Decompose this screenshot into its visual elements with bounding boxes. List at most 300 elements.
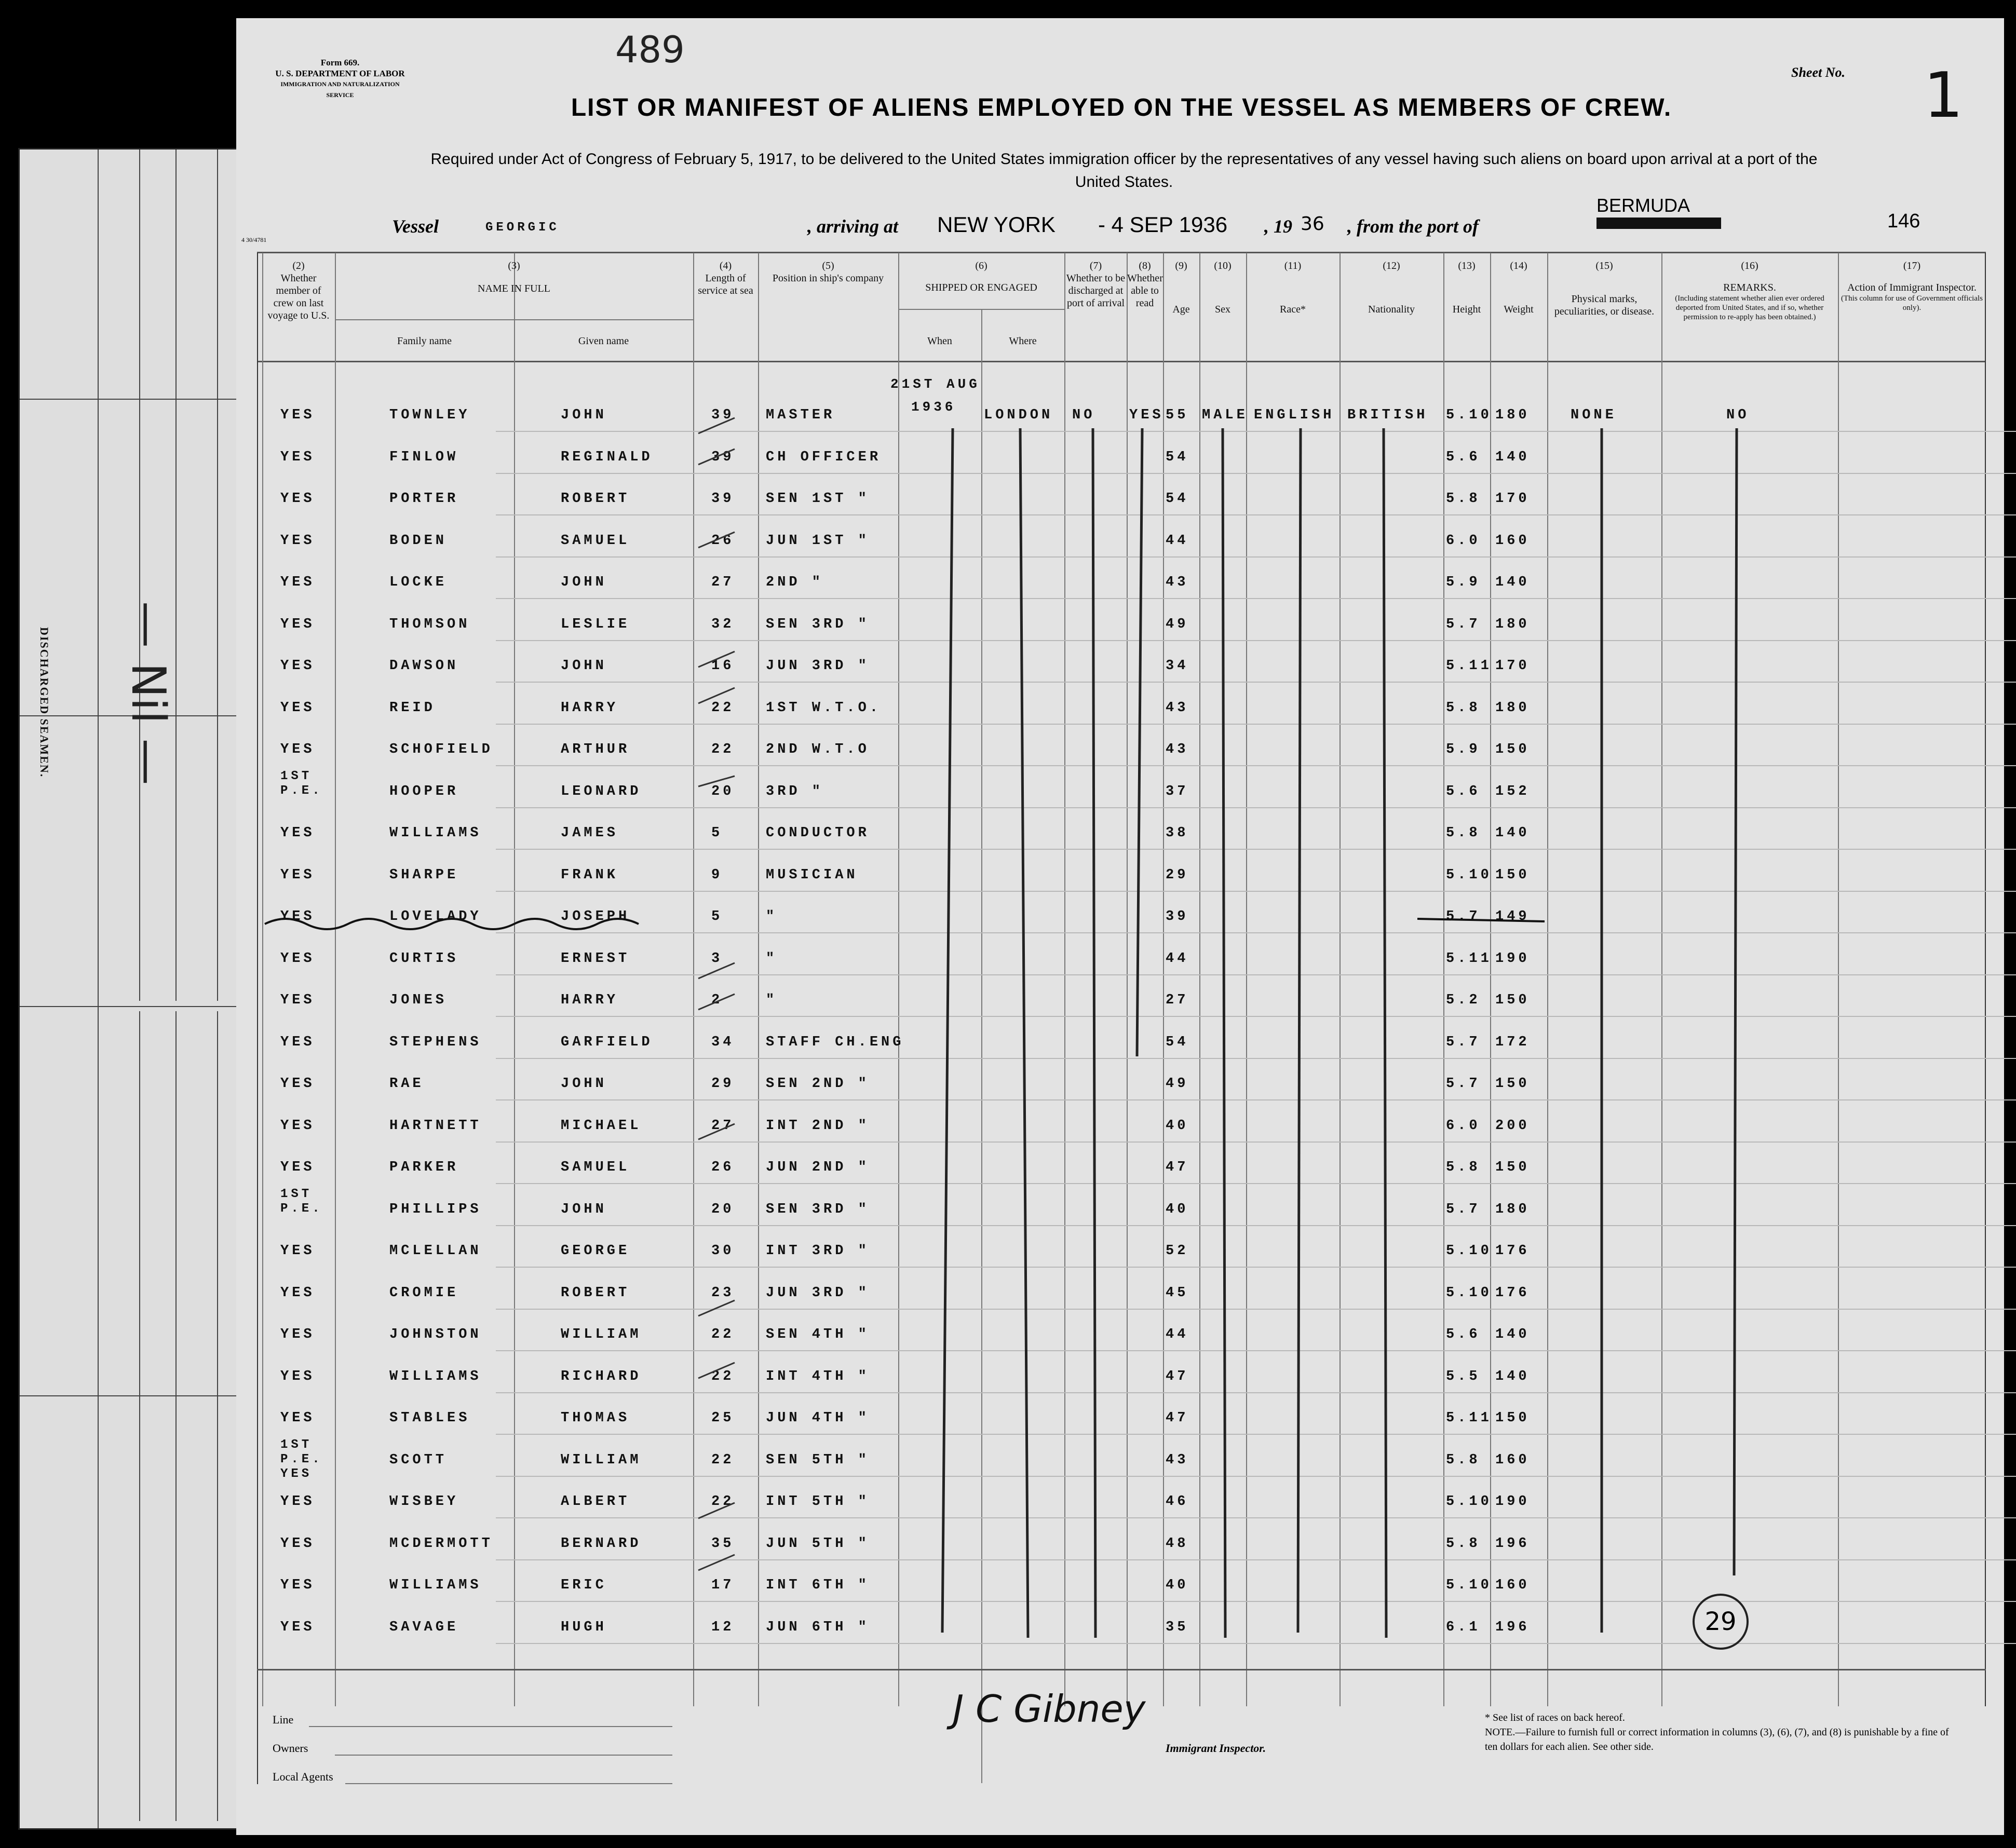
cell-crew: YES	[280, 1243, 315, 1259]
cell-given: ERNEST	[561, 950, 630, 967]
cell-family: STABLES	[389, 1410, 470, 1426]
cell-crew: YES	[280, 867, 315, 883]
cell-family: LOVELADY	[389, 909, 482, 925]
cell-position: SEN 3RD "	[766, 1201, 870, 1217]
cell-height: 5.7	[1446, 909, 1481, 925]
cell-position: SEN 5TH "	[766, 1452, 870, 1468]
cell-position: JUN 3RD "	[766, 1285, 870, 1301]
col-action-note: (This column for use of Government officials only).	[1841, 294, 1983, 312]
cell-position: 2ND W.T.O	[766, 742, 870, 757]
cell-family: CURTIS	[389, 950, 459, 967]
cell-position: INT 6TH "	[766, 1578, 870, 1593]
cell-age: 54	[1166, 491, 1189, 507]
col-height-num: (13)	[1458, 260, 1476, 271]
cell-given: JOHN	[561, 575, 607, 590]
col-weight-num: (14)	[1510, 260, 1527, 271]
cell-weight: 140	[1495, 449, 1530, 465]
cell-family: PARKER	[389, 1160, 459, 1175]
cell-crew: YES	[280, 1034, 315, 1050]
cell-age: 27	[1166, 993, 1189, 1008]
cell-crew: YES	[280, 1536, 315, 1552]
cell-service: 9	[711, 867, 723, 883]
cell-service: 22	[711, 1452, 735, 1468]
cell-weight: 176	[1495, 1243, 1530, 1259]
col-read-num: (8)	[1139, 260, 1151, 271]
year-value: 36	[1301, 213, 1324, 235]
cell-service: 25	[711, 1410, 735, 1426]
cell-age: 40	[1166, 1118, 1189, 1134]
cell-height: 5.8	[1446, 1452, 1481, 1468]
cell-weight: 196	[1495, 1536, 1530, 1552]
cell-family: MCLELLAN	[389, 1243, 482, 1259]
form-number: Form 669.	[320, 58, 360, 67]
cell-given: HARRY	[561, 993, 619, 1008]
cell-weight: 160	[1495, 1578, 1530, 1593]
col-crew-header: Whether member of crew on last voyage to U.S.	[267, 273, 330, 321]
footer-note-races: * See list of races on back hereof.	[1485, 1712, 1625, 1723]
cell-crew: YES	[280, 1578, 315, 1593]
col-race-num: (11)	[1284, 260, 1302, 271]
vessel-label: Vessel	[392, 216, 439, 237]
cell-family: BODEN	[389, 533, 448, 549]
cell-given: WILLIAM	[561, 1327, 642, 1342]
cell-service: 34	[711, 1034, 735, 1050]
reference-number: 146	[1887, 210, 1920, 232]
cell-height: 5.6	[1446, 1327, 1481, 1342]
handwritten-number: 489	[615, 29, 685, 71]
cell-given: GEORGE	[561, 1243, 630, 1259]
cell-given: LESLIE	[561, 616, 630, 632]
cell-given: SAMUEL	[561, 533, 630, 549]
cell-crew: YES	[280, 449, 315, 465]
cell-family: SHARPE	[389, 867, 459, 883]
col-remarks-num: (16)	[1741, 260, 1758, 271]
col-age-header: Age	[1172, 304, 1190, 315]
cell-position: JUN 3RD "	[766, 658, 870, 674]
form-code: 4 30/4781	[241, 236, 267, 243]
cell-service: 23	[711, 1285, 735, 1301]
col-physical-num: (15)	[1595, 260, 1613, 271]
cell-family: SAVAGE	[389, 1619, 459, 1635]
cell-service: 5	[711, 909, 723, 925]
cell-weight: 180	[1495, 1201, 1530, 1217]
cell-weight: 140	[1495, 575, 1530, 590]
cell-service: 39	[711, 407, 735, 423]
cell-family: SCOTT	[389, 1452, 448, 1468]
cell-weight: 150	[1495, 742, 1530, 757]
col-discharged-num: (7)	[1089, 260, 1102, 271]
cell-crew: YES	[280, 1410, 315, 1426]
cell-age: 44	[1166, 1327, 1189, 1342]
cell-age: 43	[1166, 742, 1189, 757]
cell-age: 44	[1166, 950, 1189, 967]
cell-age: 49	[1166, 1076, 1189, 1092]
inspector-label: Immigrant Inspector.	[1166, 1742, 1266, 1755]
cell-given: WILLIAM	[561, 1452, 642, 1468]
cell-weight: 190	[1495, 950, 1530, 967]
cell-given: MICHAEL	[561, 1118, 642, 1134]
physical-value: NONE	[1571, 407, 1617, 423]
cell-service: 39	[711, 491, 735, 507]
cell-given: HARRY	[561, 700, 619, 716]
cell-height: 5.8	[1446, 700, 1481, 716]
cell-weight: 150	[1495, 867, 1530, 883]
cell-weight: 152	[1495, 783, 1530, 799]
col-shipped-header: SHIPPED OR ENGAGED	[925, 282, 1037, 293]
col-given-header: Given name	[578, 335, 629, 347]
cell-given: REGINALD	[561, 449, 653, 465]
remarks-value: NO	[1726, 407, 1750, 423]
nationality-value: BRITISH	[1347, 407, 1428, 423]
col-remarks-header: REMARKS.	[1723, 282, 1776, 293]
cell-service: 20	[711, 783, 735, 799]
cell-position: CH OFFICER	[766, 449, 882, 465]
cell-crew: YES	[280, 993, 315, 1008]
cell-family: JONES	[389, 993, 448, 1008]
cell-age: 47	[1166, 1160, 1189, 1175]
cell-family: REID	[389, 700, 436, 716]
sheet-number: 1	[1924, 60, 1964, 132]
cell-height: 5.7	[1446, 1076, 1481, 1092]
cell-service: 17	[711, 1578, 735, 1593]
col-family-header: Family name	[397, 335, 452, 347]
cell-family: WILLIAMS	[389, 1578, 482, 1593]
cell-position: JUN 6TH "	[766, 1619, 870, 1635]
cell-height: 5.7	[1446, 1201, 1481, 1217]
cell-service: 29	[711, 1076, 735, 1092]
cell-age: 43	[1166, 575, 1189, 590]
col-name-header: NAME IN FULL	[478, 283, 550, 294]
sheet-label: Sheet No.	[1791, 65, 1845, 80]
cell-age: 38	[1166, 825, 1189, 841]
cell-weight: 180	[1495, 407, 1530, 423]
cell-given: JOHN	[561, 1076, 607, 1092]
cell-position: INT 5TH "	[766, 1494, 870, 1510]
footer-agents-label: Local Agents	[273, 1770, 333, 1783]
col-action-header: Action of Immigrant Inspector.	[1847, 282, 1977, 293]
col-remarks-note: (Including statement whether alien ever ordered deported from United States, and if so, whether permission to re-apply has been obtained.)	[1675, 294, 1824, 321]
cell-family: THOMSON	[389, 616, 470, 632]
cell-position: "	[766, 909, 778, 925]
cell-position: CONDUCTOR	[766, 825, 870, 841]
cell-weight: 176	[1495, 1285, 1530, 1301]
cell-height: 5.7	[1446, 1034, 1481, 1050]
cell-crew: 1ST P.E.	[280, 769, 323, 798]
footer-note-penalty: NOTE.—Failure to furnish full or correct information in columns (3), (6), (7), and (8) is punishable by a fine of ten dollars for each alien. See other side.	[1485, 1727, 1949, 1752]
col-age-num: (9)	[1175, 260, 1187, 271]
form-department: U. S. DEPARTMENT OF LABOR	[275, 69, 405, 78]
cell-age: 44	[1166, 533, 1189, 549]
footer-owners-label: Owners	[273, 1742, 308, 1755]
cell-crew: YES	[280, 658, 315, 674]
cell-given: ARTHUR	[561, 742, 630, 757]
cell-crew: YES	[280, 700, 315, 716]
cell-position: JUN 2ND "	[766, 1160, 870, 1175]
slip-title: DISCHARGED SEAMEN.	[38, 627, 51, 778]
cell-crew: YES	[280, 1118, 315, 1134]
cell-height: 5.5	[1446, 1368, 1481, 1384]
cell-age: 37	[1166, 783, 1189, 799]
cell-given: ROBERT	[561, 491, 630, 507]
cell-crew: YES	[280, 1285, 315, 1301]
cell-position: 1ST W.T.O.	[766, 700, 882, 716]
cell-position: "	[766, 993, 778, 1008]
cell-service: 39	[711, 449, 735, 465]
ditto-marks-overlay	[236, 18, 2004, 1835]
cell-given: SAMUEL	[561, 1160, 630, 1175]
discharged-value: NO	[1072, 407, 1095, 423]
cell-crew: YES	[280, 1327, 315, 1342]
manifest-page	[236, 18, 2004, 1835]
from-port-label: , from the port of	[1347, 216, 1479, 237]
from-port: BERMUDA	[1596, 195, 1690, 216]
cell-height: 5.11	[1446, 1410, 1492, 1426]
col-discharged-header: Whether to be discharged at port of arrival	[1066, 273, 1126, 309]
cell-height: 5.7	[1446, 616, 1481, 632]
cell-given: JOHN	[561, 658, 607, 674]
cell-position: "	[766, 950, 778, 967]
cell-weight: 149	[1495, 909, 1530, 925]
cell-position: SEN 3RD "	[766, 616, 870, 632]
cell-weight: 180	[1495, 700, 1530, 716]
col-shipped-num: (6)	[975, 260, 987, 271]
col-position-header: Position in ship's company	[772, 273, 884, 284]
cell-height: 5.10	[1446, 407, 1492, 423]
cell-age: 40	[1166, 1201, 1189, 1217]
col-where-header: Where	[1009, 335, 1037, 347]
cell-crew: 1ST P.E. YES	[280, 1437, 323, 1481]
cell-weight: 180	[1495, 616, 1530, 632]
cell-weight: 140	[1495, 825, 1530, 841]
cell-given: ERIC	[561, 1578, 607, 1593]
col-physical-header: Physical marks, peculiarities, or disease.	[1554, 293, 1655, 317]
cell-crew: YES	[280, 1076, 315, 1092]
cell-weight: 190	[1495, 1494, 1530, 1510]
cell-weight: 150	[1495, 1410, 1530, 1426]
shipped-where: LONDON	[984, 407, 1053, 423]
col-sex-num: (10)	[1214, 260, 1232, 271]
cell-height: 5.10	[1446, 1243, 1492, 1259]
cell-crew: YES	[280, 909, 315, 925]
cell-crew: YES	[280, 1368, 315, 1384]
page-title: LIST OR MANIFEST OF ALIENS EMPLOYED ON THE VESSEL AS MEMBERS OF CREW.	[571, 94, 1672, 121]
cell-weight: 160	[1495, 1452, 1530, 1468]
cell-service: 16	[711, 658, 735, 674]
cell-position: JUN 5TH "	[766, 1536, 870, 1552]
cell-position: JUN 1ST "	[766, 533, 870, 549]
cell-position: SEN 1ST "	[766, 491, 870, 507]
cell-service: 22	[711, 1368, 735, 1384]
col-action-num: (17)	[1903, 260, 1921, 271]
arrival-date: - 4 SEP 1936	[1098, 212, 1228, 237]
cell-age: 47	[1166, 1368, 1189, 1384]
cell-service: 27	[711, 575, 735, 590]
cell-service: 22	[711, 742, 735, 757]
footer-border	[257, 1669, 1986, 1670]
cell-height: 5.10	[1446, 1494, 1492, 1510]
cell-service: 27	[711, 1118, 735, 1134]
cell-service: 30	[711, 1243, 735, 1259]
cell-service: 22	[711, 1327, 735, 1342]
cell-age: 48	[1166, 1536, 1189, 1552]
cell-crew: YES	[280, 407, 315, 423]
cell-service: 22	[711, 1494, 735, 1510]
cell-given: JOHN	[561, 407, 607, 423]
cell-crew: YES	[280, 742, 315, 757]
cell-height: 5.9	[1446, 575, 1481, 590]
cell-height: 5.8	[1446, 491, 1481, 507]
cell-service: 5	[711, 825, 723, 841]
read-value: YES	[1129, 407, 1164, 423]
cell-height: 5.10	[1446, 1578, 1492, 1593]
cell-family: WISBEY	[389, 1494, 459, 1510]
cell-weight: 170	[1495, 658, 1530, 674]
arrival-port: NEW YORK	[937, 212, 1056, 237]
cell-family: WILLIAMS	[389, 1368, 482, 1384]
cell-age: 46	[1166, 1494, 1189, 1510]
circled-count: 29	[1693, 1594, 1749, 1650]
cell-service: 12	[711, 1619, 735, 1635]
cell-position: 2ND "	[766, 575, 824, 590]
cell-given: FRANK	[561, 867, 619, 883]
cell-family: SCHOFIELD	[389, 742, 493, 757]
cell-crew: YES	[280, 950, 315, 967]
cell-weight: 150	[1495, 1160, 1530, 1175]
cell-age: 29	[1166, 867, 1189, 883]
arriving-label: , arriving at	[807, 216, 899, 237]
cell-service: 35	[711, 1536, 735, 1552]
footer-line-label: Line	[273, 1713, 294, 1726]
cell-service: 26	[711, 1160, 735, 1175]
cell-weight: 140	[1495, 1327, 1530, 1342]
cell-age: 45	[1166, 1285, 1189, 1301]
cell-weight: 150	[1495, 1076, 1530, 1092]
cell-height: 5.6	[1446, 449, 1481, 465]
cell-given: BERNARD	[561, 1536, 642, 1552]
cell-age: 49	[1166, 616, 1189, 632]
cell-position: INT 3RD "	[766, 1243, 870, 1259]
sex-value: MALE	[1202, 407, 1248, 423]
cell-family: WILLIAMS	[389, 825, 482, 841]
cell-position: JUN 4TH "	[766, 1410, 870, 1426]
col-race-header: Race*	[1280, 304, 1306, 315]
cell-age: 52	[1166, 1243, 1189, 1259]
cell-position: MUSICIAN	[766, 867, 858, 883]
col-nationality-header: Nationality	[1368, 304, 1415, 315]
cell-age: 55	[1166, 407, 1189, 423]
cell-family: LOCKE	[389, 575, 448, 590]
cell-weight: 150	[1495, 993, 1530, 1008]
cell-given: JAMES	[561, 825, 619, 841]
cell-service: 2	[711, 993, 723, 1008]
cell-family: HOOPER	[389, 783, 459, 799]
cell-height: 5.10	[1446, 1285, 1492, 1301]
cell-height: 6.1	[1446, 1619, 1481, 1635]
col-sex-header: Sex	[1215, 304, 1230, 315]
cell-weight: 196	[1495, 1619, 1530, 1635]
cell-height: 5.10	[1446, 867, 1492, 883]
cell-service: 3	[711, 950, 723, 967]
cell-age: 47	[1166, 1410, 1189, 1426]
cell-height: 5.6	[1446, 783, 1481, 799]
cell-crew: YES	[280, 491, 315, 507]
cell-given: HUGH	[561, 1619, 607, 1635]
cell-position: 3RD "	[766, 783, 824, 799]
cell-height: 6.0	[1446, 533, 1481, 549]
cell-given: JOSEPH	[561, 909, 630, 925]
cell-weight: 172	[1495, 1034, 1530, 1050]
cell-given: ALBERT	[561, 1494, 630, 1510]
cell-service: 26	[711, 533, 735, 549]
col-service-header: Length of service at sea	[698, 273, 753, 296]
col-weight-header: Weight	[1504, 304, 1534, 315]
cell-service: 22	[711, 700, 735, 716]
cell-weight: 170	[1495, 491, 1530, 507]
col-read-header: Whether able to read	[1127, 273, 1163, 309]
col-name-num: (3)	[508, 260, 520, 271]
cell-height: 5.11	[1446, 658, 1492, 674]
cell-position: INT 4TH "	[766, 1368, 870, 1384]
cell-position: SEN 2ND "	[766, 1076, 870, 1092]
race-value: ENGLISH	[1254, 407, 1335, 423]
cell-family: MCDERMOTT	[389, 1536, 493, 1552]
cell-given: LEONARD	[561, 783, 642, 799]
cell-family: RAE	[389, 1076, 424, 1092]
cell-age: 54	[1166, 449, 1189, 465]
cell-service: 32	[711, 616, 735, 632]
cell-height: 5.8	[1446, 1160, 1481, 1175]
cell-height: 5.11	[1446, 950, 1492, 967]
shipped-date-line1: 21ST AUG 1936	[890, 376, 980, 415]
cell-position: INT 2ND "	[766, 1118, 870, 1134]
cell-family: FINLOW	[389, 449, 459, 465]
page-subtitle: Required under Act of Congress of February 5, 1917, to be delivered to the United States immigration officer by the representatives of any vessel having such aliens on board upon arrival at a port of the United States.	[430, 151, 1818, 191]
cell-family: DAWSON	[389, 658, 459, 674]
cell-weight: 140	[1495, 1368, 1530, 1384]
cell-position: SEN 4TH "	[766, 1327, 870, 1342]
cell-position: STAFF CH.ENG	[766, 1034, 904, 1050]
cell-crew: YES	[280, 825, 315, 841]
cell-crew: 1ST P.E.	[280, 1187, 323, 1216]
cell-position: MASTER	[766, 407, 835, 423]
year-label: , 19	[1264, 216, 1292, 237]
cell-family: STEPHENS	[389, 1034, 482, 1050]
cell-height: 5.2	[1446, 993, 1481, 1008]
col-position-num: (5)	[822, 260, 834, 271]
cell-given: JOHN	[561, 1201, 607, 1217]
cell-height: 5.8	[1446, 1536, 1481, 1552]
cell-crew: YES	[280, 1619, 315, 1635]
cell-crew: YES	[280, 575, 315, 590]
cell-age: 35	[1166, 1619, 1189, 1635]
col-service-num: (4)	[719, 260, 732, 271]
cell-age: 43	[1166, 1452, 1189, 1468]
form-service: IMMIGRATION AND NATURALIZATION SERVICE	[280, 80, 400, 99]
cell-crew: YES	[280, 1160, 315, 1175]
cell-age: 40	[1166, 1578, 1189, 1593]
cell-service: 20	[711, 1201, 735, 1217]
cell-given: ROBERT	[561, 1285, 630, 1301]
cell-family: JOHNSTON	[389, 1327, 482, 1342]
cell-family: CROMIE	[389, 1285, 459, 1301]
cell-weight: 200	[1495, 1118, 1530, 1134]
cell-height: 5.8	[1446, 825, 1481, 841]
cell-crew: YES	[280, 1494, 315, 1510]
cell-weight: 160	[1495, 533, 1530, 549]
slip-handwritten-nil: — Nil —	[121, 601, 175, 785]
cell-height: 5.9	[1446, 742, 1481, 757]
cell-given: THOMAS	[561, 1410, 630, 1426]
